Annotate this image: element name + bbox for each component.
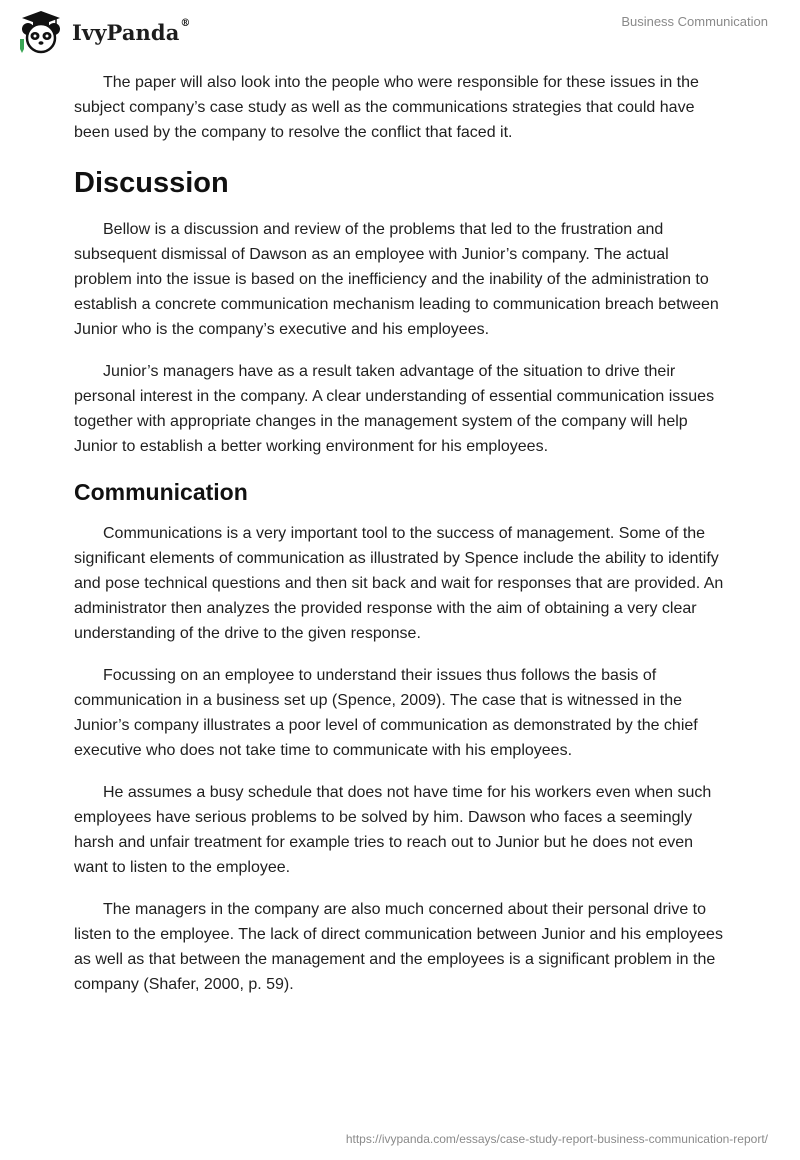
discussion-paragraph: Junior’s managers have as a result taken advantage of the situation to drive their personal interest in the company. A clear understanding of essential communication issues together with appropriate changes in the management system of the company will help Junior to establish a better working environment for his employees.: [74, 363, 715, 455]
brand-logo[interactable]: [16, 9, 191, 55]
panda-graduate-icon: [16, 9, 66, 55]
brand-name: IvyPanda®: [72, 17, 191, 45]
intro-paragraph: The paper will also look into the people who were responsible for these issues in the subject company’s case study as well as the communications strategies that could have been used by the company to resolve the conflict that faced it.: [74, 74, 699, 141]
document-title: Business Communication: [621, 14, 768, 29]
page-header: [0, 0, 800, 60]
communication-paragraph: The managers in the company are also much concerned about their personal drive to listen to the employee. The lack of direct communication between Junior and his employees as well as that between the management and the employees is a significant problem in the company (Shafer, 2000, p. 59).: [74, 901, 723, 993]
discussion-paragraph: Bellow is a discussion and review of the problems that led to the frustration and subsequent dismissal of Dawson as an employee with Junior’s company. The actual problem into the issue is based on the inefficiency and the inability of the administration to establish a concrete communication mechanism leading to communication breach between Junior who is the company’s executive and his employees.: [74, 221, 719, 338]
communication-paragraph: He assumes a busy schedule that does not have time for his workers even when such employees have serious problems to be solved by him. Dawson who faces a seemingly harsh and unfair treatment for example tries to reach out to Junior but he does not even want to listen to the employee.: [74, 784, 712, 876]
discussion-heading: Discussion: [74, 167, 229, 199]
essay-content: [74, 70, 730, 1014]
communication-paragraph: Communications is a very important tool to the success of management. Some of the significant elements of communication as illustrated by Spence include the ability to identify and pose technical questions and then sit back and wait for responses that are provided. An administrator then analyzes the provided response with the aim of obtaining a very clear understanding of the drive to the given response.: [74, 525, 724, 642]
communication-heading: Communication: [74, 479, 248, 505]
communication-paragraph: Focussing on an employee to understand their issues thus follows the basis of communication in a business set up (Spence, 2009). The case that is witnessed in the Junior’s company illustrates a poor level of communication as demonstrated by the chief executive who does not take time to communicate with his employees.: [74, 667, 698, 759]
source-url-link[interactable]: https://ivypanda.com/essays/case-study-report-business-communication-report/: [345, 1132, 768, 1146]
